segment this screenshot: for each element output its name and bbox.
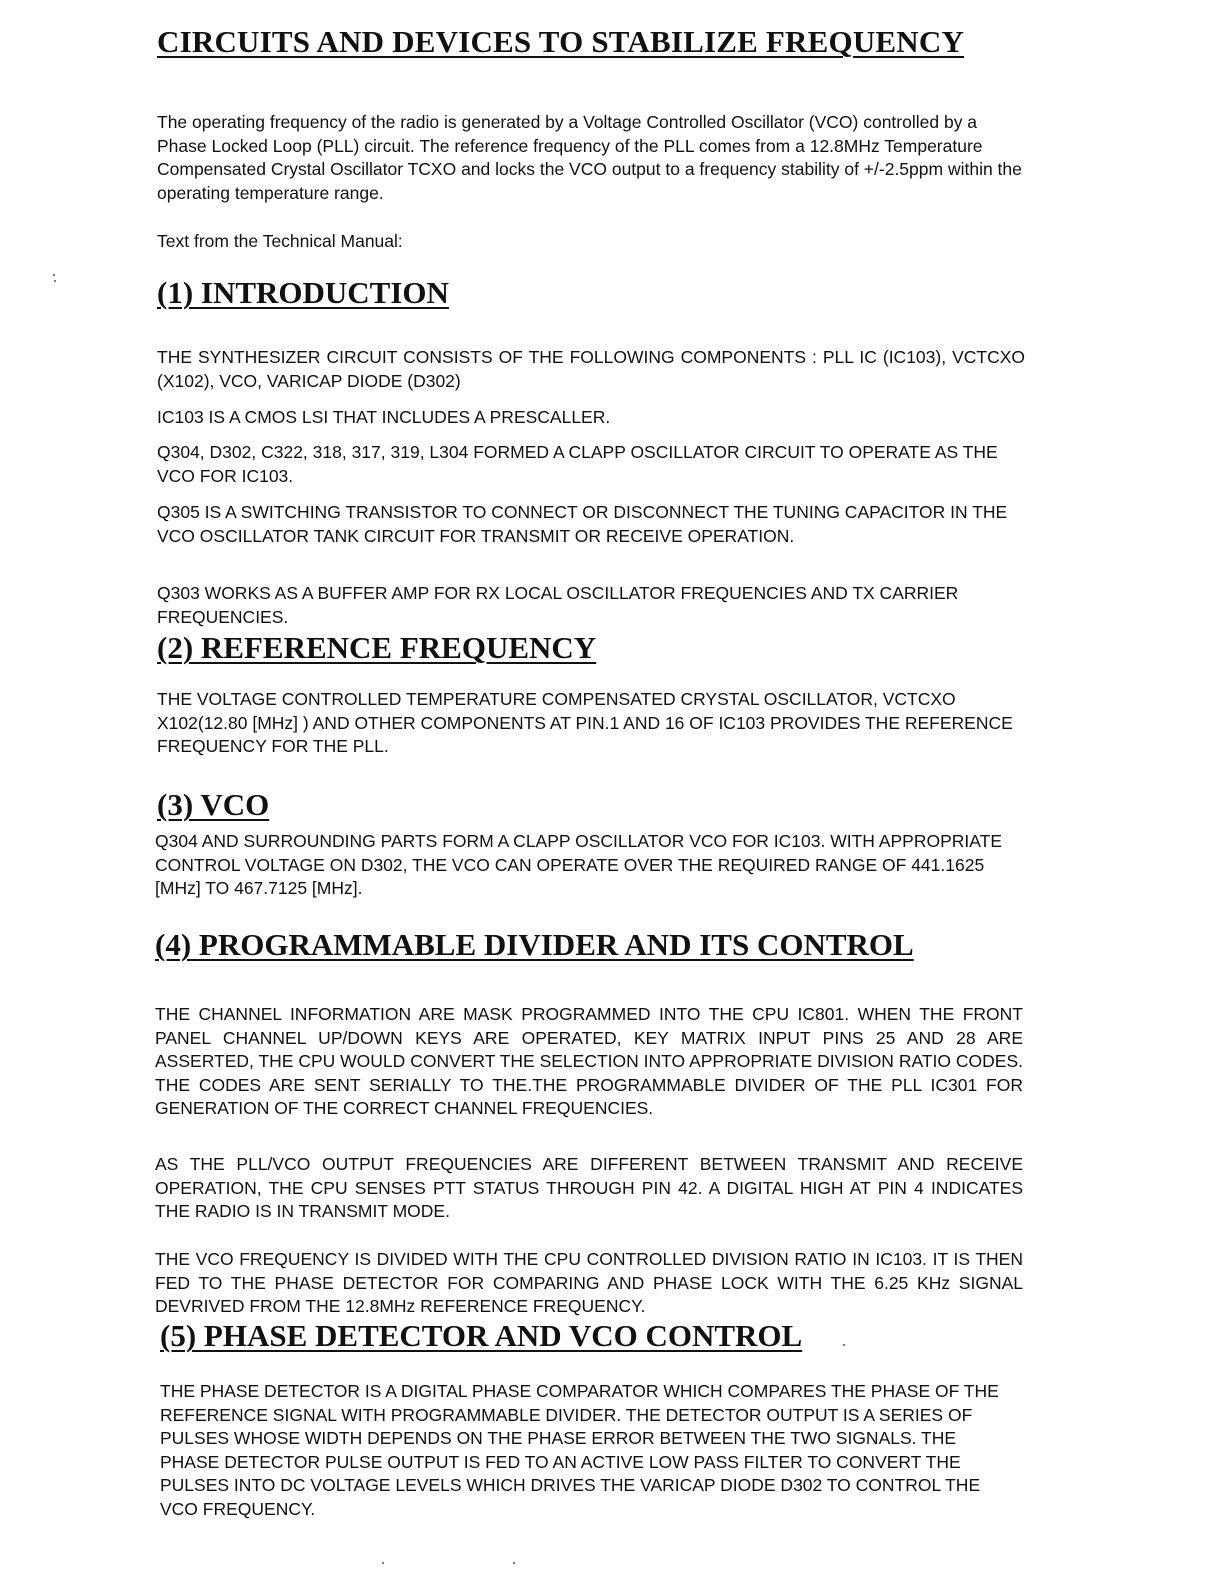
page-title: CIRCUITS AND DEVICES TO STABILIZE FREQUENCY <box>157 24 965 59</box>
section-heading-introduction: (1) INTRODUCTION <box>157 275 449 310</box>
programmable-divider-paragraph-2: AS THE PLL/VCO OUTPUT FREQUENCIES ARE DIFFERENT BETWEEN TRANSMIT AND RECEIVE OPERATION, THE CPU SENSES PTT STATUS THROUGH PIN 42. A DIGITAL HIGH AT PIN 4 INDICATES THE RADIO IS IN TRANSMIT MODE. <box>155 1154 1023 1221</box>
introduction-paragraph-5: Q303 WORKS AS A BUFFER AMP FOR RX LOCAL OSCILLATOR FREQUENCIES AND TX CARRIER FREQUENCIES. <box>157 583 959 627</box>
scan-speck <box>53 274 55 276</box>
section-heading-reference-frequency: (2) REFERENCE FREQUENCY <box>157 630 597 665</box>
introduction-paragraph-3: Q304, D302, C322, 318, 317, 319, L304 FORMED A CLAPP OSCILLATOR CIRCUIT TO OPERATE AS THE VCO FOR IC103. <box>157 442 998 486</box>
vco-paragraph: Q304 AND SURROUNDING PARTS FORM A CLAPP OSCILLATOR VCO FOR IC103. WITH APPROPRIATE CONTROL VOLTAGE ON D302, THE VCO CAN OPERATE OVER THE REQUIRED RANGE OF 441.1625 [MHz] TO 467.7125 [MHz]. <box>155 831 1003 898</box>
phase-detector-paragraph: THE PHASE DETECTOR IS A DIGITAL PHASE COMPARATOR WHICH COMPARES THE PHASE OF THE REFERENCE SIGNAL WITH PROGRAMMABLE DIVIDER. THE DETECTOR OUTPUT IS A SERIES OF PULSES WHOSE WIDTH DEPENDS ON THE PHASE ERROR BETWEEN THE TWO SIGNALS. THE PHASE DETECTOR PULSE OUTPUT IS FED TO AN ACTIVE LOW PASS FILTER TO CONVERT THE PULSES INTO DC VOLTAGE LEVELS WHICH DRIVES THE VARICAP DIODE D302 TO CONTROL THE VCO FREQUENCY. <box>160 1381 999 1519</box>
introduction-paragraph-2: IC103 IS A CMOS LSI THAT INCLUDES A PRESCALLER. <box>157 407 611 427</box>
introduction-paragraph-4: Q305 IS A SWITCHING TRANSISTOR TO CONNECT OR DISCONNECT THE TUNING CAPACITOR IN THE VCO OSCILLATOR TANK CIRCUIT FOR TRANSMIT OR RECEIVE OPERATION. <box>157 502 1008 546</box>
programmable-divider-paragraph-3: THE VCO FREQUENCY IS DIVIDED WITH THE CPU CONTROLLED DIVISION RATIO IN IC103. IT IS THEN FED TO THE PHASE DETECTOR FOR COMPARING AND PHASE LOCK WITH THE 6.25 KHz SIGNAL DEVRIVED FROM THE 12.8MHz REFERENCE FREQUENCY. <box>155 1249 1023 1316</box>
scan-speck <box>382 1562 384 1564</box>
scan-speck <box>513 1562 515 1564</box>
section-heading-vco: (3) VCO <box>157 787 270 822</box>
scan-speck <box>843 1344 845 1346</box>
scan-speck <box>54 280 56 282</box>
programmable-divider-paragraph-1: THE CHANNEL INFORMATION ARE MASK PROGRAMMED INTO THE CPU IC801. WHEN THE FRONT PANEL CHANNEL UP/DOWN KEYS ARE OPERATED, KEY MATRIX INPUT PINS 25 AND 28 ARE ASSERTED, THE CPU WOULD CONVERT THE SELECTION INTO APPROPRIATE DIVISION RATIO CODES. THE CODES ARE SENT SERIALLY TO THE.THE PROGRAMMABLE DIVIDER OF THE PLL IC301 FOR GENERATION OF THE CORRECT CHANNEL FREQUENCIES. <box>155 1004 1023 1118</box>
section-heading-programmable-divider: (4) PROGRAMMABLE DIVIDER AND ITS CONTROL <box>155 927 914 962</box>
section-heading-phase-detector: (5) PHASE DETECTOR AND VCO CONTROL <box>160 1318 803 1353</box>
source-note: Text from the Technical Manual: <box>157 231 403 251</box>
introduction-paragraph-1: THE SYNTHESIZER CIRCUIT CONSISTS OF THE FOLLOWING COMPONENTS : PLL IC (IC103), VCTCXO (X102), VCO, VARICAP DIODE (D302) <box>157 347 1025 391</box>
intro-paragraph: The operating frequency of the radio is generated by a Voltage Controlled Oscillator (VCO) controlled by a Phase Locked Loop (PLL) circuit. The reference frequency of the PLL comes from a 12.8MHz Temperature Compensated Crystal Oscillator TCXO and locks the VCO output to a frequency stability of +/-2.5ppm within the operating temperature range. <box>157 112 1022 203</box>
reference-frequency-paragraph: THE VOLTAGE CONTROLLED TEMPERATURE COMPENSATED CRYSTAL OSCILLATOR, VCTCXO X102(12.80 [MHz] ) AND OTHER COMPONENTS AT PIN.1 AND 16 OF IC103 PROVIDES THE REFERENCE FREQUENCY FOR THE PLL. <box>157 689 1013 756</box>
